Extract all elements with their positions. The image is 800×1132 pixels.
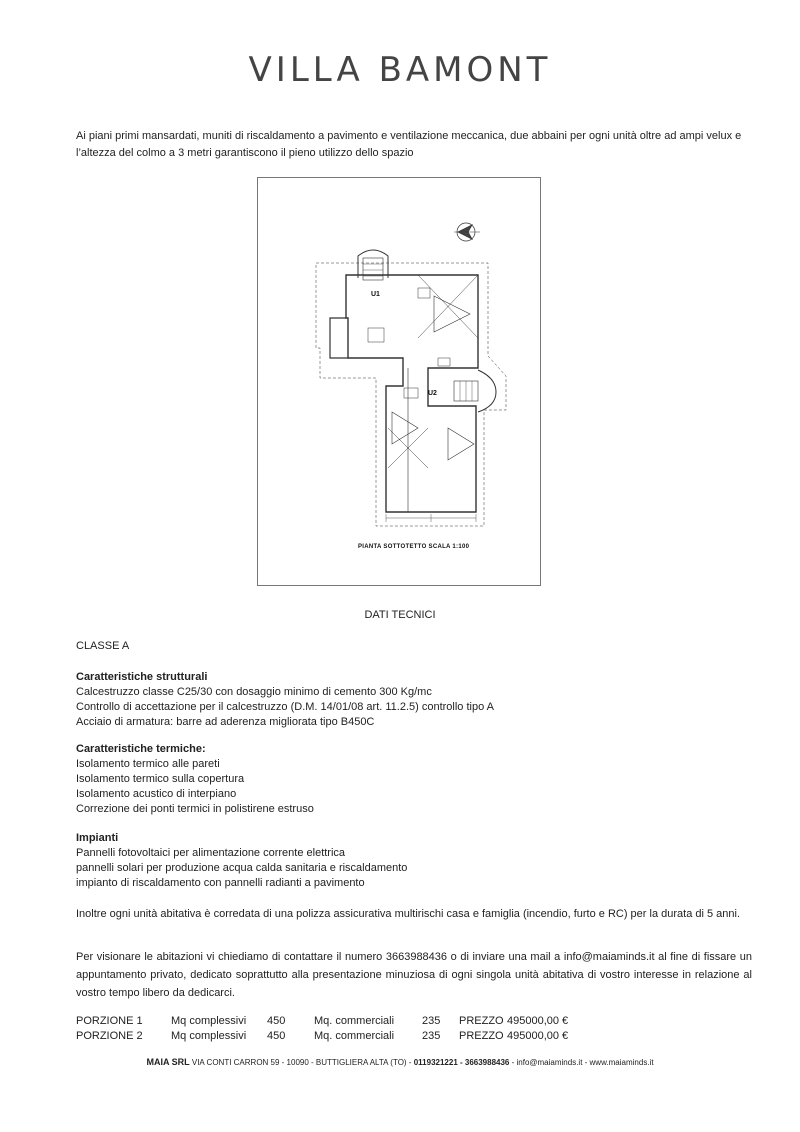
intro-paragraph: Ai piani primi mansardati, muniti di riscaldamento a pavimento e ventilazione meccanica, due abbaini per ogni unità oltre ad ampi velux e l’altezza del colmo a 3 metri garantiscono il pieno utilizzo dello spazio — [76, 130, 742, 159]
systems-heading: Impianti — [76, 832, 119, 844]
commercial-label: Mq. commerciali — [314, 1014, 395, 1027]
structural-line: Calcestruzzo classe C25/30 con dosaggio minimo di cemento 300 Kg/mc — [76, 686, 432, 698]
company-address: VIA CONTI CARRON 59 - 10090 - BUTTIGLIERA ALTA (TO) - — [191, 1058, 412, 1067]
north-arrow-icon — [454, 223, 480, 241]
company-footer — [0, 1057, 800, 1067]
systems-features — [76, 831, 407, 891]
systems-line: Pannelli fotovoltaici per alimentazione corrente elettrica — [76, 847, 346, 859]
structural-heading: Caratteristiche strutturali — [76, 671, 208, 683]
unit-label-u1: U1 — [371, 291, 380, 298]
price-label: PREZZO — [459, 1014, 504, 1027]
price-table — [76, 1013, 587, 1043]
commercial-value: 235 — [422, 1029, 441, 1042]
thermal-line: Correzione dei ponti termici in polistirene estruso — [76, 803, 314, 815]
mq-label: Mq complessivi — [171, 1029, 247, 1042]
floor-plan-image — [258, 178, 540, 585]
commercial-label: Mq. commerciali — [314, 1029, 395, 1042]
mq-label: Mq complessivi — [171, 1014, 247, 1027]
price-label: PREZZO — [459, 1029, 504, 1042]
thermal-line: Isolamento termico sulla copertura — [76, 773, 245, 785]
price-value: 495000,00 € — [507, 1014, 569, 1027]
company-name: MAIA SRL — [146, 1057, 190, 1067]
structural-features — [76, 670, 494, 730]
systems-line: pannelli solari per produzione acqua calda sanitaria e riscaldamento — [76, 862, 408, 874]
table-row — [76, 1028, 587, 1043]
unit-label-u2: U2 — [428, 390, 437, 397]
structural-line: Controllo di accettazione per il calcestruzzo (D.M. 14/01/08 art. 11.2.5) controllo tipo A — [76, 701, 495, 713]
thermal-line: Isolamento termico alle pareti — [76, 758, 220, 770]
table-row — [76, 1013, 587, 1028]
contact-paragraph: Per visionare le abitazioni vi chiediamo di contattare il numero 3663988436 o di inviare una mail a info@maiaminds.it al fine di fissare un appuntamento privato, dedicato soprattutto alla presentazione minuziosa di ogni singola unità abitativa di vostro interesse in relazione al vostro tempo libero da dedicarci. — [76, 951, 752, 999]
section-title-dati-tecnici: DATI TECNICI — [364, 609, 436, 621]
thermal-heading: Caratteristiche termiche: — [76, 743, 206, 755]
thermal-line: Isolamento acustico di interpiano — [76, 788, 237, 800]
portion-name: PORZIONE 2 — [76, 1029, 143, 1042]
mq-value: 450 — [267, 1029, 286, 1042]
energy-class: CLASSE A — [76, 640, 130, 652]
company-phones: 0119321221 - 3663988436 — [413, 1058, 510, 1067]
floor-plan-drawing — [257, 177, 541, 586]
structural-line: Acciaio di armatura: barre ad aderenza migliorata tipo B450C — [76, 716, 375, 728]
price-value: 495000,00 € — [507, 1029, 569, 1042]
company-contacts: - info@maiaminds.it - www.maiaminds.it — [511, 1058, 654, 1067]
portion-name: PORZIONE 1 — [76, 1014, 143, 1027]
insurance-paragraph: Inoltre ogni unità abitativa è corredata di una polizza assicurativa multirischi casa e famiglia (incendio, furto e RC) per la durata di 5 anni. — [76, 908, 741, 920]
commercial-value: 235 — [422, 1014, 441, 1027]
mq-value: 450 — [267, 1014, 286, 1027]
systems-line: impianto di riscaldamento con pannelli radianti a pavimento — [76, 877, 365, 889]
floor-plan-caption: PIANTA SOTTOTETTO SCALA 1:100 — [358, 544, 470, 550]
brand-title: VILLA BAMONT — [248, 50, 552, 90]
thermal-features — [76, 742, 314, 817]
